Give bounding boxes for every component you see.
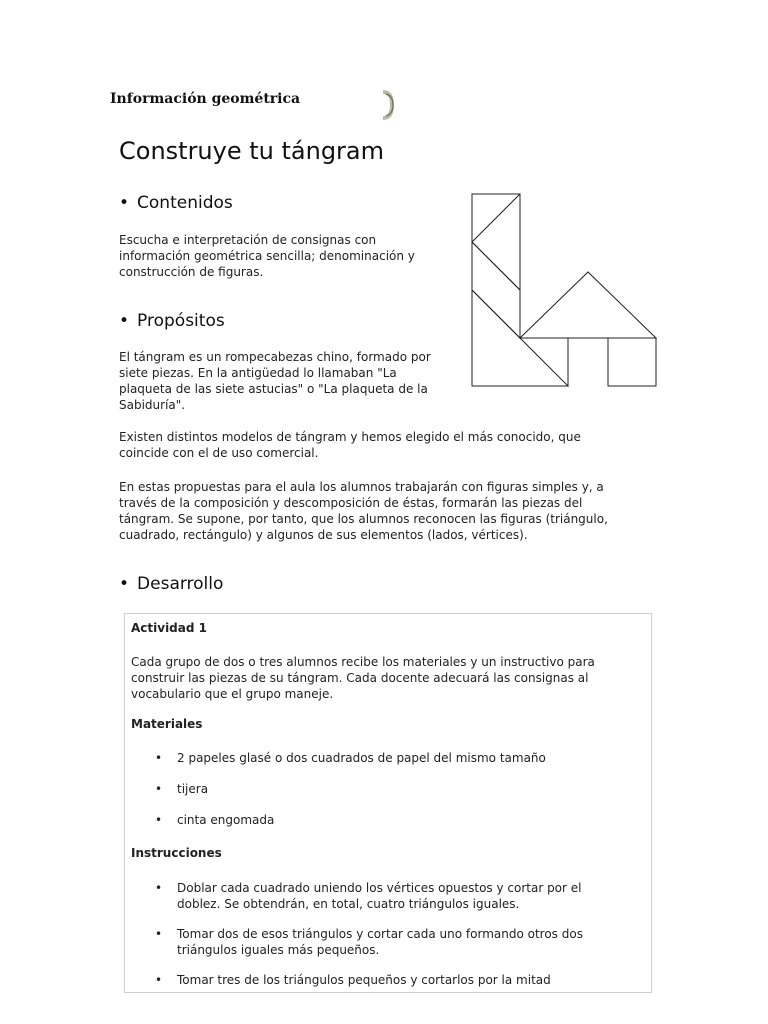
text-line: siete piezas. En la antigüedad lo llamaban "La xyxy=(119,366,397,380)
heading-contenidos xyxy=(119,193,233,213)
list-item-text: tijera xyxy=(177,782,209,796)
bracket-icon xyxy=(380,90,396,120)
list-item-text: cinta engomada xyxy=(177,813,275,827)
tangram-piece xyxy=(472,242,520,338)
text-line: El tángram es un rompecabezas chino, formado por xyxy=(119,350,431,364)
text-line: Escucha e interpretación de consignas con xyxy=(119,233,377,247)
bullet: • xyxy=(155,782,163,796)
bullet: • xyxy=(155,813,163,827)
heading-propositos xyxy=(119,311,225,331)
page-title: Construye tu tángram xyxy=(119,137,385,165)
propositos-paragraph-3 xyxy=(119,479,608,543)
text-line: Tomar dos de esos triángulos y cortar cada uno formando otros dos xyxy=(177,927,583,941)
bullet: • xyxy=(155,927,163,941)
propositos-paragraph-2 xyxy=(119,429,581,461)
tangram-piece xyxy=(608,338,656,386)
text-line: triángulos iguales más pequeños. xyxy=(177,943,380,957)
list-item-text xyxy=(177,880,617,912)
text-line: información geométrica sencilla; denominación y xyxy=(119,249,415,263)
text-line: Tomar tres de los triángulos pequeños y cortarlos por la mitad xyxy=(177,973,551,987)
text-line: construcción de figuras. xyxy=(119,265,264,279)
list-item-text: 2 papeles glasé o dos cuadrados de papel del mismo tamaño xyxy=(177,751,546,765)
bullet: • xyxy=(119,311,130,331)
text-line: coincide con el de uso comercial. xyxy=(119,446,319,460)
heading-text: Contenidos xyxy=(137,193,233,213)
list-item-text xyxy=(177,972,617,988)
heading-text: Desarrollo xyxy=(137,574,224,594)
text-line: Cada grupo de dos o tres alumnos recibe los materiales y un instructivo para xyxy=(131,655,595,669)
text-line: tángram. Se supone, por tanto, que los alumnos reconocen las figuras (triángulo, xyxy=(119,512,608,526)
section-label: Información geométrica xyxy=(110,91,301,107)
tangram-figure xyxy=(470,193,660,389)
text-line: través de la composición y descomposición de éstas, formarán las piezas del xyxy=(119,496,583,510)
bullet: • xyxy=(155,973,163,987)
text-line: Doblar cada cuadrado uniendo los vértices opuestos y cortar por el xyxy=(177,881,582,895)
heading-desarrollo xyxy=(119,574,223,594)
heading-text: Propósitos xyxy=(137,311,225,331)
tangram-cut xyxy=(472,194,520,242)
propositos-paragraph-1 xyxy=(119,349,431,413)
tangram-piece xyxy=(472,194,520,290)
text-line: cuadrado, rectángulo) y algunos de sus elementos (lados, vértices). xyxy=(119,528,528,542)
list-item-text xyxy=(177,926,617,958)
text-line: construir las piezas de su tángram. Cada docente adecuará las consignas al xyxy=(131,671,589,685)
text-line: Sabiduría". xyxy=(119,398,186,412)
materials-label: Materiales xyxy=(131,717,203,731)
activity-intro xyxy=(131,654,641,702)
tangram-piece xyxy=(520,272,656,338)
activity-box xyxy=(124,613,652,993)
text-line: doblez. Se obtendrán, en total, cuatro triángulos iguales. xyxy=(177,897,520,911)
contenidos-paragraph xyxy=(119,232,415,280)
text-line: En estas propuestas para el aula los alumnos trabajarán con figuras simples y, a xyxy=(119,480,604,494)
bullet: • xyxy=(155,751,163,765)
text-line: Existen distintos modelos de tángram y hemos elegido el más conocido, que xyxy=(119,430,581,444)
bullet: • xyxy=(119,574,130,594)
bullet: • xyxy=(119,193,130,213)
bullet: • xyxy=(155,881,163,895)
instructions-label: Instrucciones xyxy=(131,846,222,860)
text-line: plaqueta de las siete astucias" o "La plaqueta de la xyxy=(119,382,428,396)
text-line: vocabulario que el grupo maneje. xyxy=(131,687,334,701)
activity-title: Actividad 1 xyxy=(131,621,207,635)
